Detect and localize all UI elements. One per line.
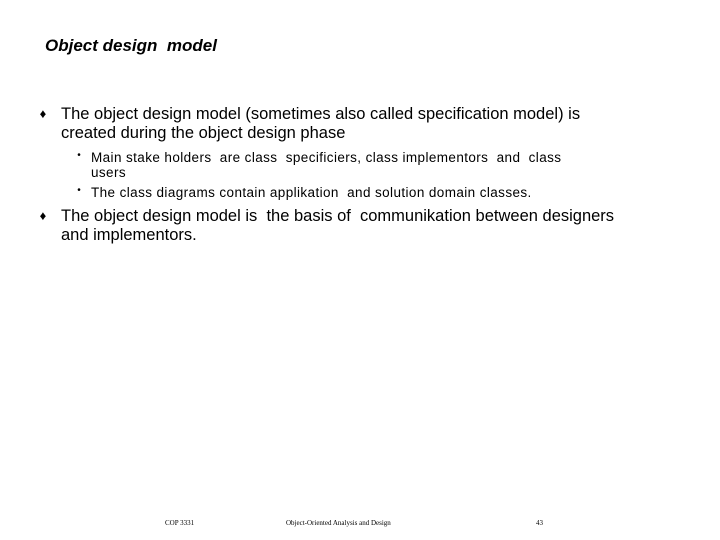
diamond-bullet-icon: ♦ — [39, 208, 47, 223]
sub-bullet-text: Main stake holders are class specificiers, class implementors and class users — [91, 150, 562, 180]
dot-bullet-icon: • — [77, 185, 81, 196]
bullet-text: The object design model (sometimes also called specification model) is created during the object design phase — [61, 105, 581, 142]
footer-course: COP 3331 — [165, 519, 195, 527]
footer-subject: Object-Oriented Analysis and Design — [286, 519, 391, 527]
diamond-bullet-icon: ♦ — [39, 106, 47, 121]
bullet-item — [36, 207, 676, 245]
sub-bullet-item — [74, 150, 674, 180]
bullet-text: The object design model is the basis of communikation between designers and implementors. — [61, 207, 615, 244]
slide-title: Object design model — [45, 36, 217, 55]
sub-bullet-item — [74, 185, 674, 200]
sub-bullet-text: The class diagrams contain applikation and solution domain classes. — [91, 185, 532, 200]
dot-bullet-icon: • — [77, 150, 81, 161]
footer-page-number: 43 — [536, 519, 543, 527]
bullet-item — [36, 105, 676, 143]
